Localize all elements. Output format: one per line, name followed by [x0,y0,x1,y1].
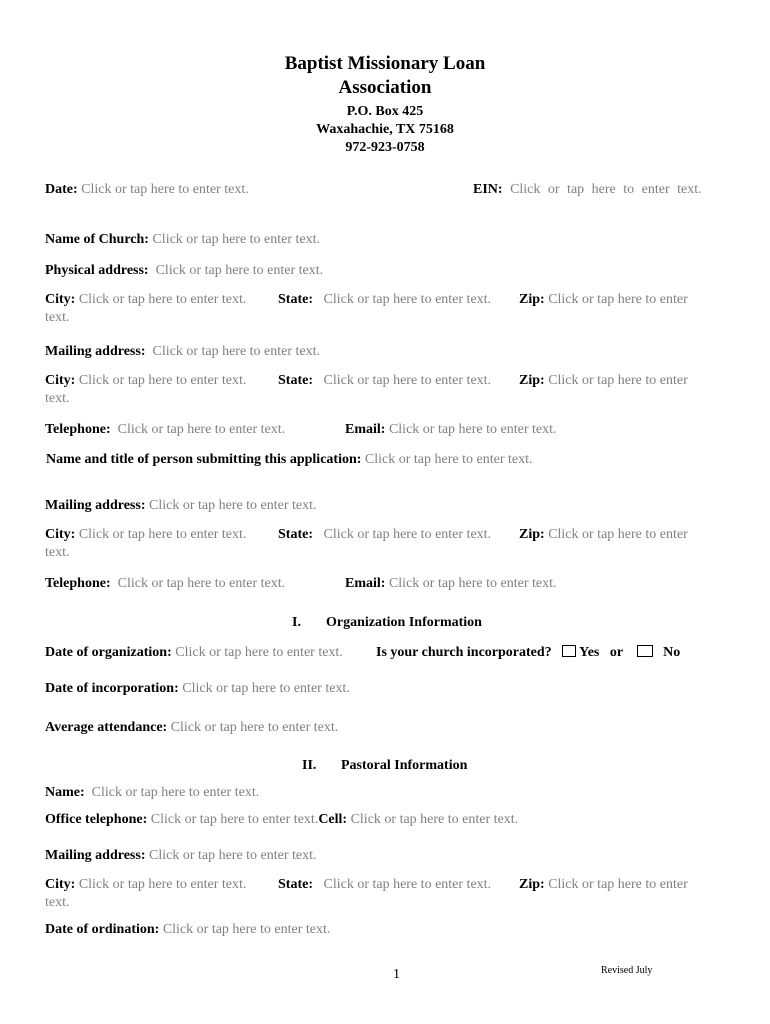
po-box: P.O. Box 425 [346,104,424,119]
zip-field-wrap[interactable]: text. [45,310,70,325]
email-field[interactable]: Click or tap here to enter text. [388,422,557,437]
submitter-label: Name and title of person submitting this application: [46,452,362,467]
org-title-line2: Association [338,77,432,98]
no-label: No [663,645,681,660]
state-label: State: [278,373,313,388]
zip-group-4 [519,876,688,894]
cell-field[interactable]: Click or tap here to enter text. [350,812,519,827]
zip-group-1 [519,291,688,309]
section-1-title: Organization Information [326,615,482,630]
mailing-address-row-3 [45,847,317,865]
date-of-organization-field[interactable]: Click or tap here to enter text. [175,645,343,660]
email-label: Email: [345,576,386,591]
telephone-field[interactable]: Click or tap here to enter text. [117,576,286,591]
mailing-address-row-1 [45,343,320,361]
zip-field-wrap[interactable]: text. [45,391,70,406]
state-group-1 [278,291,491,309]
physical-address-row [45,262,323,280]
submitter-field[interactable]: Click or tap here to enter text. [364,452,533,467]
date-of-organization-label: Date of organization: [45,645,172,660]
city-label: City: [45,527,76,542]
yes-label: Yes [579,645,600,660]
section-2-title: Pastoral Information [341,758,468,773]
office-telephone-row [45,811,518,829]
email-group-1 [345,421,557,439]
page-number: 1 [393,967,400,982]
state-field[interactable]: Click or tap here to enter text. [323,527,492,542]
zip-label: Zip: [519,373,545,388]
mailing-address-row-2 [45,497,317,515]
office-telephone-field[interactable]: Click or tap here to enter text. [150,812,319,827]
average-attendance-label: Average attendance: [45,720,168,735]
state-group-3 [278,526,491,544]
incorporated-question: Is your church incorporated? [376,645,552,660]
city-field[interactable]: Click or tap here to enter text. [78,292,247,307]
zip-field[interactable]: Click or tap here to enter [548,527,688,542]
city-field[interactable]: Click or tap here to enter text. [78,527,247,542]
pastor-name-label: Name: [45,785,85,800]
telephone-row-2 [45,575,285,593]
state-label: State: [278,292,313,307]
mailing-address-field[interactable]: Click or tap here to enter text. [148,498,317,513]
zip-label: Zip: [519,292,545,307]
email-label: Email: [345,422,386,437]
zip-group-3 [519,526,688,544]
city-label: City: [45,373,76,388]
date-field[interactable]: Click or tap here to enter text. [81,182,249,197]
city-field[interactable]: Click or tap here to enter text. [78,877,247,892]
date-label: Date: [45,182,78,197]
state-field[interactable]: Click or tap here to enter text. [323,292,492,307]
city-label: City: [45,877,76,892]
yes-checkbox[interactable] [562,645,576,657]
telephone-row-1 [45,421,285,439]
state-field[interactable]: Click or tap here to enter text. [323,373,492,388]
mailing-address-field[interactable]: Click or tap here to enter text. [148,848,317,863]
ein-field[interactable]: Click or tap here to enter text. [510,182,702,197]
or-label: or [609,645,624,660]
date-of-ordination-label: Date of ordination: [45,922,160,937]
no-checkbox[interactable] [637,645,653,657]
state-group-4 [278,876,491,894]
pastor-name-row [45,784,259,802]
mailing-address-label: Mailing address: [45,344,146,359]
date-row [45,181,249,199]
average-attendance-row [45,719,338,737]
telephone-label: Telephone: [45,576,111,591]
city-field[interactable]: Click or tap here to enter text. [78,373,247,388]
physical-address-label: Physical address: [45,263,149,278]
zip-field-wrap[interactable]: text. [45,895,70,910]
email-group-2 [345,575,557,593]
date-of-incorporation-field[interactable]: Click or tap here to enter text. [182,681,350,696]
submitter-row [46,451,532,469]
org-title-line1: Baptist Missionary Loan [284,53,486,74]
zip-label: Zip: [519,527,545,542]
state-label: State: [278,527,313,542]
section-2-number: II. [302,758,317,773]
church-name-row [45,231,320,249]
mailing-address-label: Mailing address: [45,848,146,863]
ein-label: EIN: [473,182,503,197]
date-of-incorporation-row [45,680,350,698]
telephone-field[interactable]: Click or tap here to enter text. [117,422,286,437]
date-of-ordination-row [45,921,330,939]
date-of-ordination-field[interactable]: Click or tap here to enter text. [162,922,331,937]
zip-field-wrap[interactable]: text. [45,545,70,560]
city-label: City: [45,292,76,307]
church-name-field[interactable]: Click or tap here to enter text. [152,232,321,247]
average-attendance-field[interactable]: Click or tap here to enter text. [170,720,339,735]
zip-field[interactable]: Click or tap here to enter [548,877,688,892]
ein-row [473,181,702,199]
office-telephone-label: Office telephone: [45,812,148,827]
city-state-zip: Waxahachie, TX 75168 [316,122,454,137]
church-name-label: Name of Church: [45,232,149,247]
pastor-name-field[interactable]: Click or tap here to enter text. [91,785,260,800]
mailing-address-field[interactable]: Click or tap here to enter text. [152,344,321,359]
date-of-incorporation-label: Date of incorporation: [45,681,179,696]
physical-address-field[interactable]: Click or tap here to enter text. [155,263,324,278]
cell-label: Cell: [318,812,348,827]
incorporated-group [376,644,680,662]
date-of-organization-row [45,644,343,662]
zip-field[interactable]: Click or tap here to enter [548,373,688,388]
mailing-address-label: Mailing address: [45,498,146,513]
revised-note: Revised July [601,965,653,976]
state-label: State: [278,877,313,892]
section-1-number: I. [292,615,301,630]
telephone-label: Telephone: [45,422,111,437]
state-group-2 [278,372,491,390]
zip-field[interactable]: Click or tap here to enter [548,292,688,307]
org-phone: 972-923-0758 [345,140,425,155]
email-field[interactable]: Click or tap here to enter text. [388,576,557,591]
zip-group-2 [519,372,688,390]
state-field[interactable]: Click or tap here to enter text. [323,877,492,892]
zip-label: Zip: [519,877,545,892]
